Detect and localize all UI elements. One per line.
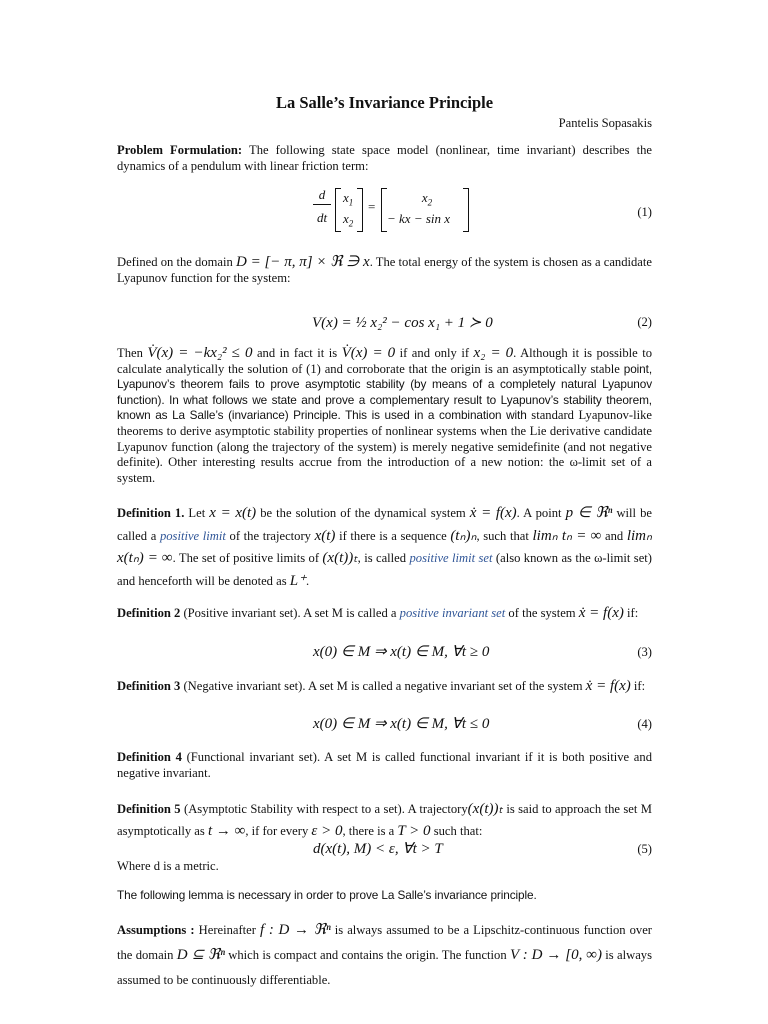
eq3-formula: x(0) ∈ M ⇒ x(t) ∈ M, ∀t ≥ 0 — [313, 644, 490, 660]
eq1-x2: x — [343, 211, 349, 226]
def1-text-8: and — [601, 528, 627, 543]
assumptions-formula-2: D ⊆ ℜⁿ — [176, 947, 225, 963]
eq1-rhs-bottom: − kx − sin x — [387, 211, 451, 226]
def2-formula-1: ẋ = f(x) — [578, 605, 624, 621]
def5-formula-3: ε > 0 — [311, 823, 343, 839]
definition-4 — [117, 750, 652, 781]
then-formula-1: V̇(x) = −kx₂² ≤ 0 — [147, 345, 253, 361]
definition-3 — [117, 677, 652, 695]
then-text-2: and in fact it is — [252, 346, 342, 360]
eq3-number: (3) — [637, 645, 652, 659]
def5-text-1: (Asymptotic Stability with respect to a set). A trajectory — [180, 802, 468, 816]
def1-formula-9: L⁺ — [289, 572, 307, 589]
eq1-rhs-top: x — [421, 190, 428, 205]
lemma-line: The following lemma is necessary in order to prove La Salle’s invariance principle. — [117, 888, 537, 902]
def5-text-4: , there is a — [342, 824, 398, 838]
def3-text-1: (Negative invariant set). A set M is called a negative invariant set of the system — [180, 679, 586, 693]
problem-paragraph — [117, 143, 652, 174]
assumptions-paragraph — [117, 918, 652, 993]
assumptions-text-4: is always assumed to be continuously differentiable. — [117, 948, 652, 987]
def1-formula-3: p ∈ ℜⁿ — [565, 505, 613, 521]
assumptions-heading: Assumptions : — [117, 923, 195, 937]
def1-heading: Definition 1. — [117, 506, 185, 520]
then-paragraph — [117, 346, 652, 486]
def1-text-3: . A point — [516, 506, 566, 520]
def2-term: positive invariant set — [399, 606, 506, 620]
def1-text-10: , is called — [357, 551, 410, 565]
equation-2 — [117, 313, 652, 343]
then-text-1: Then — [117, 346, 148, 360]
then-formula-3: x₂ = 0 — [473, 345, 514, 361]
def2-text-2: of the system — [505, 606, 579, 620]
equation-4 — [117, 714, 652, 744]
assumptions-formula-1: f : D → ℜⁿ — [260, 922, 331, 938]
eq1-x1: x — [343, 190, 349, 205]
eq2-formula: V(x) = ½ x₂² − cos x₁ + 1 ≻ 0 — [312, 315, 493, 331]
def1-text-9: . The set of positive limits of — [172, 551, 323, 565]
def5-text-3: , if for every — [245, 824, 312, 838]
then-formula-2: V̇(x) = 0 — [341, 345, 396, 361]
equation-3 — [117, 642, 652, 672]
eq1-number: (1) — [637, 205, 652, 219]
def1-formula-7: limₙ x(tₙ) = ∞ — [117, 527, 652, 566]
def1-formula-5: (tₙ)ₙ — [450, 527, 477, 544]
author-name: Pantelis Sopasakis — [558, 116, 652, 130]
domain-text-2: . The total energy of the system is chosen as a candidate Lyapunov function for the system: — [117, 255, 652, 285]
then-text-5: standard Lyapunov-like theorems to derive asymptotic stability properties of nonlinear systems when the Lie derivative candidate Lyapunov function (along the trajectory of the system) is merely negative semidefinite (and not negative definite). Other interesting results accrue from the introduction of a new notion: the ω-limit set of a system. — [117, 408, 652, 485]
def1-formula-8: (x(t))ₜ — [322, 550, 358, 566]
def1-text-5: of the trajectory — [225, 528, 315, 543]
def5-text-2: is said to approach the set M asymptotically as — [117, 802, 652, 838]
definition-2 — [117, 604, 652, 622]
assumptions-text-2: is always assumed to be a Lipschitz-continuous function over the domain — [117, 923, 652, 962]
def1-text-4: will be called a — [117, 506, 652, 543]
def1-text-12: . — [306, 573, 310, 588]
def5-heading: Definition 5 — [117, 802, 181, 816]
definition-5 — [117, 798, 652, 842]
page-title: La Salle’s Invariance Principle — [275, 93, 494, 112]
def3-heading: Definition 3 — [117, 679, 181, 693]
def2-text-1: (Positive invariant set). A set M is called a — [180, 606, 400, 620]
problem-heading: Problem Formulation: — [117, 143, 243, 157]
def1-text-11: (also known as the ω-limit set) and henceforth will be denoted as — [117, 551, 652, 588]
def1-formula-6: limₙ tₙ = ∞ — [532, 527, 602, 544]
def5-formula-2: t → ∞ — [207, 823, 246, 839]
def2-text-3: if: — [623, 606, 639, 620]
eq1-lhs-den: dt — [316, 210, 328, 225]
def1-term-positive-limit: positive limit — [159, 528, 226, 543]
definition-1 — [117, 502, 652, 592]
def1-text-2: be the solution of the dynamical system — [256, 506, 470, 520]
def4-text-1: (Functional invariant set). A set M is called functional invariant if it is both positive and negative invariant. — [117, 750, 652, 780]
then-text-3: if and only if — [395, 346, 474, 360]
def1-text-7: , such that — [476, 528, 533, 543]
eq4-formula: x(0) ∈ M ⇒ x(t) ∈ M, ∀t ≤ 0 — [313, 716, 490, 732]
then-alt-text: point, Lyapunov’s theorem fails to prove asymptotic stability (by means of a completely natural Lyapunov function). In what follows we state and prove a complementary result to Lyapunov’s stability theorem, known as La Salle’s (invariance) Principle. This is used in a combination with — [117, 361, 652, 423]
def3-text-2: if: — [630, 679, 646, 693]
def2-heading: Definition 2 — [117, 606, 181, 620]
def5-text-5: such that: — [430, 824, 483, 838]
def3-formula-1: ẋ = f(x) — [585, 678, 631, 694]
then-text-4: . Although it is possible to calculate analytically the solution of (1) and corroborate that the origin is an asymptotically stable — [117, 346, 653, 376]
eq1-lhs-num: d — [318, 187, 326, 202]
assumptions-text-1: Hereinafter — [194, 923, 261, 937]
def1-text-6: if there is a sequence — [335, 528, 451, 543]
def1-formula-4: x(t) — [314, 527, 336, 544]
equation-1: d dt $x_1$ $x_2$ = $x_2$ − kx − sin x — [313, 186, 473, 236]
def1-text-1: Let — [184, 506, 210, 520]
metric-line: Where d is a metric. — [117, 859, 219, 873]
def1-term-positive-limit-set: positive limit set — [409, 551, 493, 565]
domain-paragraph — [117, 255, 652, 286]
assumptions-text-3: which is compact and contains the origin. The function — [224, 948, 510, 962]
def1-formula-1: x = x(t) — [209, 505, 257, 521]
eq5-number: (5) — [637, 842, 652, 856]
eq2-number: (2) — [637, 315, 652, 329]
def4-heading: Definition 4 — [117, 750, 182, 764]
def5-formula-1: (x(t))ₜ — [467, 801, 503, 817]
problem-text: The following state space model (nonlinear, time invariant) describes the dynamics of a pendulum with linear friction term: — [117, 143, 653, 173]
def1-formula-2: ẋ = f(x) — [469, 505, 517, 521]
def5-formula-4: T > 0 — [397, 823, 431, 839]
domain-formula: D = [− π, π] × ℜ ∋ x — [235, 254, 370, 270]
domain-text-1: Defined on the domain — [117, 255, 236, 269]
eq5-formula: d(x(t), M) < ε, ∀t > T — [313, 841, 443, 857]
assumptions-formula-3: V : D → [0, ∞) — [509, 947, 602, 963]
eq4-number: (4) — [637, 717, 652, 731]
